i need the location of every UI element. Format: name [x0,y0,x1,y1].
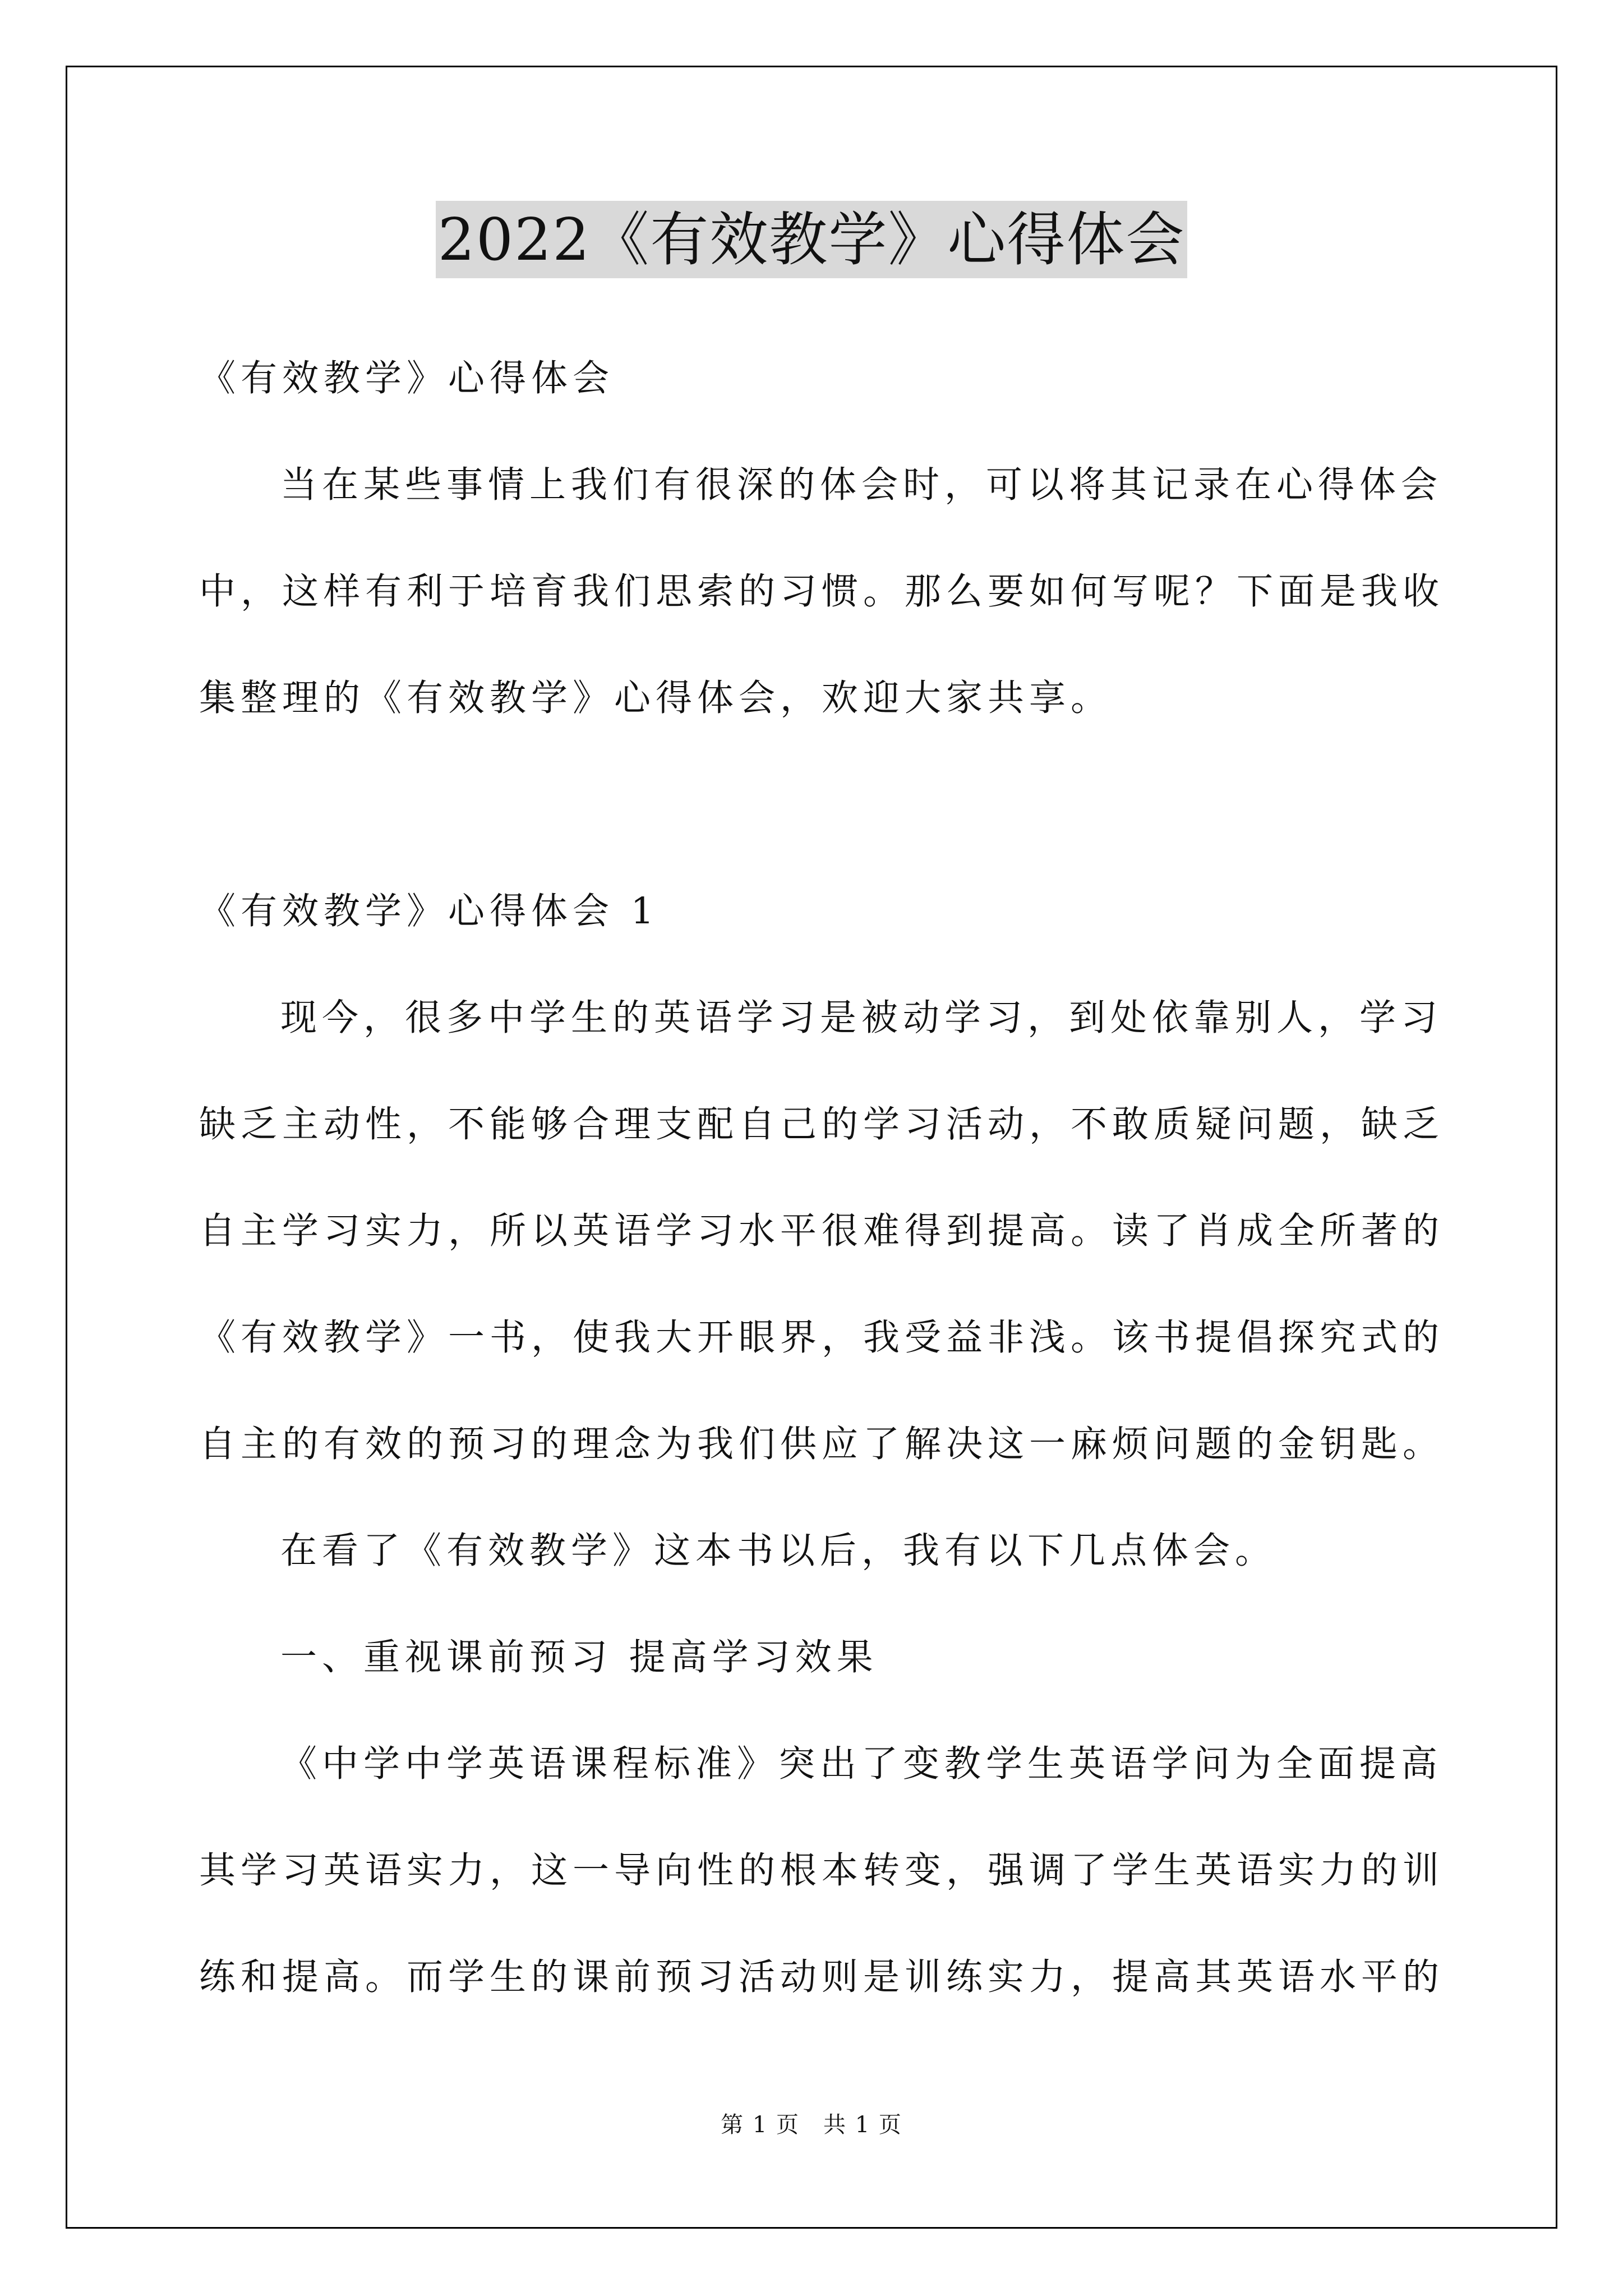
section-heading: 《有效教学》心得体会 1 [199,890,660,932]
para3-line-3: 练和提高。而学生的课前预习活动则是训练实力，提高其英语水平的 [199,1956,1445,1998]
page-footer: 第 1 页 共 1 页 [721,2112,902,2138]
document-title: 2022《有效教学》心得体会 [436,201,1188,278]
intro-line-2: 中，这样有利于培育我们思索的习惯。那么要如何写呢？下面是我收 [199,570,1445,613]
para1-line-3: 自主学习实力，所以英语学习水平很难得到提高。读了肖成全所著的 [199,1210,1445,1252]
intro-line-1: 当在某些事情上我们有很深的体会时，可以将其记录在心得体会 [280,464,1443,506]
para1-line-2: 缺乏主动性，不能够合理支配自己的学习活动，不敢质疑问题，缺乏 [199,1103,1445,1145]
title-container [0,201,1623,278]
para2: 在看了《有效教学》这本书以后，我有以下几点体会。 [280,1530,1277,1572]
para3-line-2: 其学习英语实力，这一导向性的根本转变，强调了学生英语实力的训 [199,1849,1445,1892]
para1-line-4: 《有效教学》一书，使我大开眼界，我受益非浅。该书提倡探究式的 [199,1317,1445,1359]
point1-heading: 一、重视课前预习 提高学习效果 [280,1636,878,1678]
para1-line-1: 现今，很多中学生的英语学习是被动学习，到处依靠别人，学习 [280,997,1443,1039]
para3-line-1: 《中学中学英语课程标准》突出了变教学生英语学问为全面提高 [280,1743,1443,1785]
document-subtitle: 《有效教学》心得体会 [199,357,615,399]
para1-line-5: 自主的有效的预习的理念为我们供应了解决这一麻烦问题的金钥匙。 [199,1423,1445,1465]
intro-line-3: 集整理的《有效教学》心得体会，欢迎大家共享。 [199,677,1113,719]
